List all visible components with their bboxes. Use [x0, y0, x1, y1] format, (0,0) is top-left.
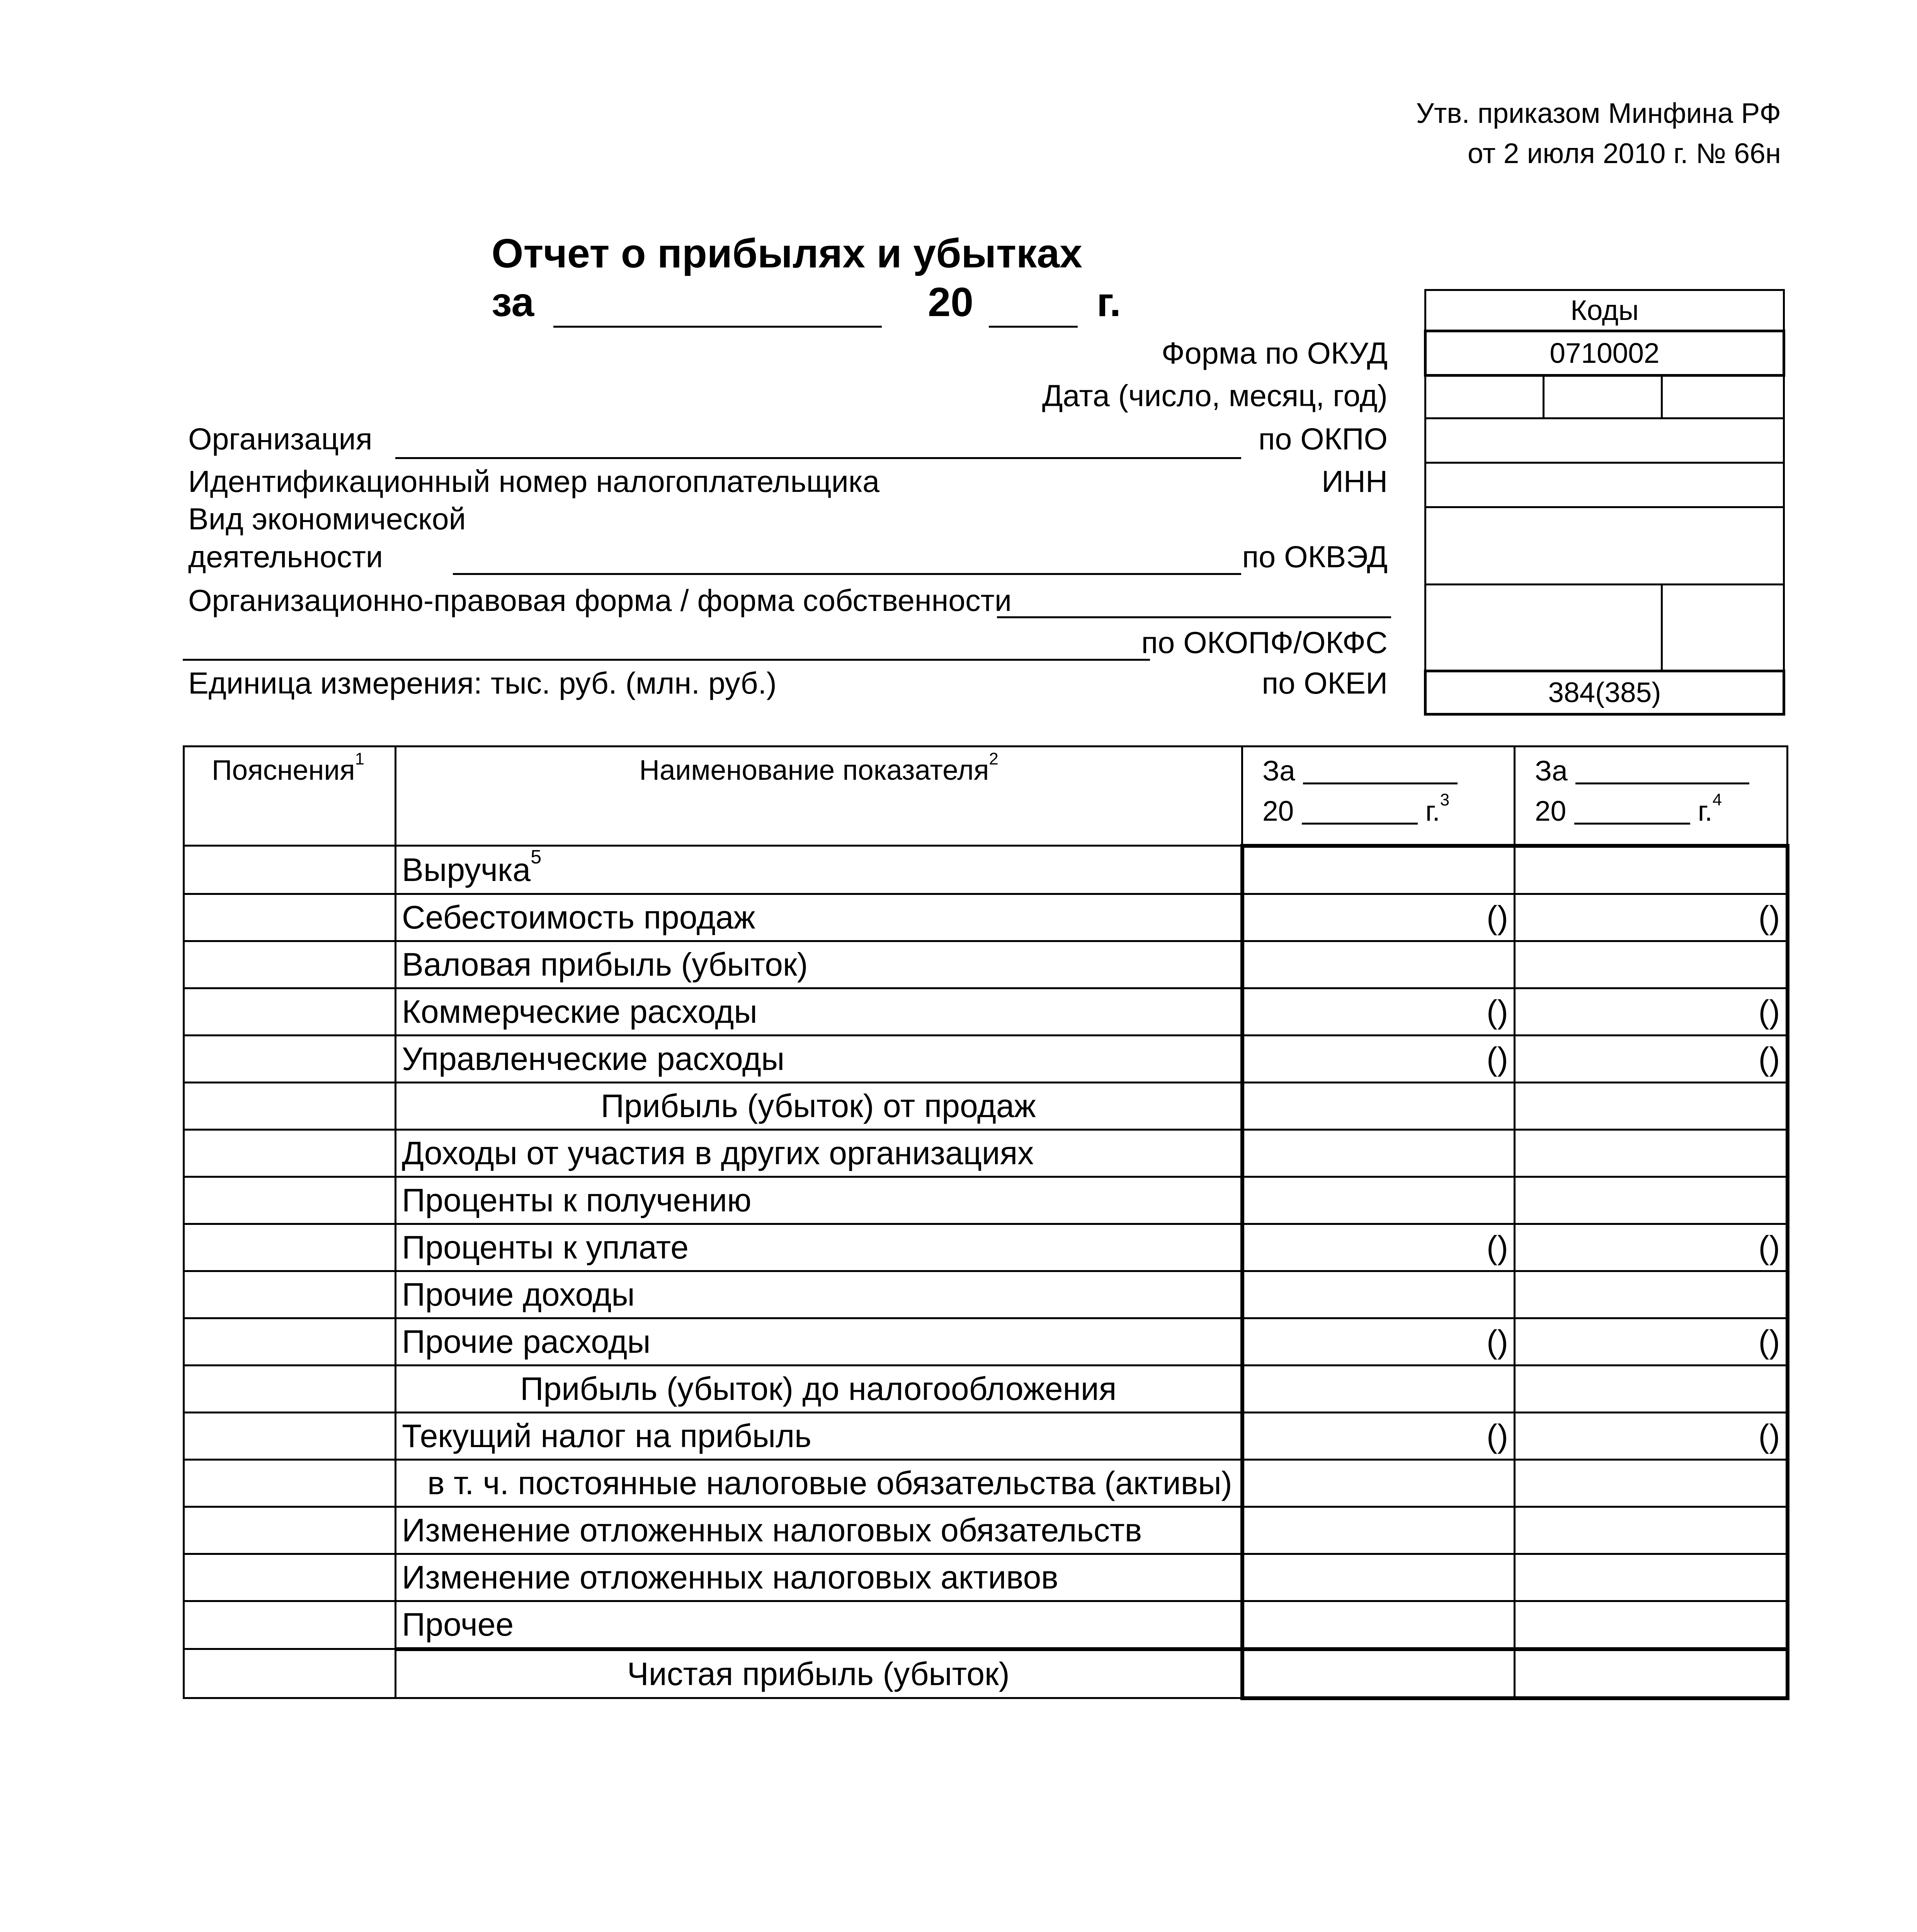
notes-cell[interactable]: [184, 1412, 396, 1459]
notes-cell[interactable]: [184, 1035, 396, 1082]
notes-cell[interactable]: [184, 894, 396, 941]
row-deferred-tax-liabilities: Изменение отложенных налоговых обязательств: [396, 1507, 1242, 1554]
row-net-profit: Чистая прибыль (убыток): [396, 1649, 1242, 1698]
okud-code: 0710002: [1425, 331, 1784, 376]
notes-cell[interactable]: [184, 1271, 396, 1318]
value-period-1[interactable]: [1242, 1082, 1515, 1129]
row-profit-before-tax: Прибыль (убыток) до налогообложения: [396, 1365, 1242, 1412]
table-row: [184, 894, 1788, 941]
notes-cell[interactable]: [184, 941, 396, 988]
okpo-label: по ОКПО: [1258, 422, 1388, 456]
date-day-cell[interactable]: [1425, 376, 1544, 418]
value-period-2[interactable]: [1515, 1554, 1788, 1601]
notes-cell[interactable]: [184, 1365, 396, 1412]
row-profit-from-sales: Прибыль (убыток) от продаж: [396, 1082, 1242, 1129]
table-row: [184, 988, 1788, 1035]
value-period-2[interactable]: [1515, 1129, 1788, 1177]
okopf-label: по ОКОПФ/ОКФС: [1141, 625, 1388, 660]
approval-line-2: от 2 июля 2010 г. № 66н: [1468, 138, 1781, 169]
table-row: [184, 1459, 1788, 1507]
value-period-1[interactable]: [1242, 1601, 1515, 1649]
date-label: Дата (число, месяц, год): [1042, 378, 1388, 413]
value-period-2[interactable]: [1515, 846, 1788, 894]
value-period-1[interactable]: [1242, 1507, 1515, 1554]
legal-form-field-line-1[interactable]: [997, 616, 1391, 618]
period-year-suffix: г.: [1096, 279, 1121, 325]
row-participation-income: Доходы от участия в других организациях: [396, 1129, 1242, 1177]
row-revenue: Выручка$^5$: [396, 846, 1242, 894]
table-row: [184, 846, 1788, 894]
value-period-1[interactable]: (): [1242, 1412, 1515, 1459]
table-row: [184, 941, 1788, 988]
value-period-1[interactable]: [1242, 941, 1515, 988]
value-period-2[interactable]: [1515, 1365, 1788, 1412]
row-other-income: Прочие доходы: [396, 1271, 1242, 1318]
value-period-2[interactable]: [1515, 1177, 1788, 1224]
value-period-1[interactable]: [1242, 846, 1515, 894]
value-period-1[interactable]: [1242, 1649, 1515, 1698]
notes-cell[interactable]: [184, 988, 396, 1035]
value-period-1[interactable]: [1242, 1177, 1515, 1224]
table-row: [184, 1271, 1788, 1318]
org-label: Организация: [188, 422, 373, 456]
value-period-2[interactable]: (): [1515, 1035, 1788, 1082]
okved-cell[interactable]: [1425, 507, 1784, 585]
value-period-2[interactable]: (): [1515, 1412, 1788, 1459]
row-gross-profit: Валовая прибыль (убыток): [396, 941, 1242, 988]
value-period-2[interactable]: [1515, 1459, 1788, 1507]
report-period: [492, 279, 1121, 328]
table-row: [184, 1649, 1788, 1698]
okei-label: по ОКЕИ: [1262, 666, 1388, 700]
table-row: [184, 1082, 1788, 1129]
okei-code: 384(385): [1425, 671, 1784, 714]
income-statement-table: [183, 745, 1789, 1700]
period-prefix: за: [492, 279, 534, 325]
value-period-1[interactable]: [1242, 1554, 1515, 1601]
value-period-2[interactable]: [1515, 941, 1788, 988]
table-row: [184, 1318, 1788, 1365]
unit-label: Единица измерения: тыс. руб. (млн. руб.): [188, 666, 777, 700]
value-period-2[interactable]: (): [1515, 894, 1788, 941]
okpo-cell[interactable]: [1425, 418, 1784, 463]
notes-cell[interactable]: [184, 1177, 396, 1224]
table-header-row: [184, 747, 1788, 846]
value-period-1[interactable]: (): [1242, 1035, 1515, 1082]
table-row: [184, 1554, 1788, 1601]
table-row: [184, 1365, 1788, 1412]
table-row: [184, 1129, 1788, 1177]
header-indicator-name: Наименование показателя$^2$: [396, 747, 1242, 846]
row-selling-expenses: Коммерческие расходы: [396, 988, 1242, 1035]
okved-label: по ОКВЭД: [1242, 539, 1388, 574]
codes-table: [1424, 289, 1785, 716]
org-field-line[interactable]: [395, 457, 1241, 459]
value-period-2[interactable]: (): [1515, 1318, 1788, 1365]
header-period-2: За 20 г.$^4$: [1515, 747, 1788, 846]
row-permanent-tax-liabilities: в т. ч. постоянные налоговые обязательства (активы): [396, 1459, 1242, 1507]
inn-label: ИНН: [1322, 464, 1388, 498]
table-row: [184, 1177, 1788, 1224]
notes-cell[interactable]: [184, 1507, 396, 1554]
notes-cell[interactable]: [184, 1554, 396, 1601]
row-deferred-tax-assets: Изменение отложенных налоговых активов: [396, 1554, 1242, 1601]
value-period-1[interactable]: (): [1242, 1318, 1515, 1365]
value-period-1[interactable]: (): [1242, 1224, 1515, 1271]
header-notes: Пояснения$^1$: [184, 747, 396, 846]
table-row: [184, 1412, 1788, 1459]
legal-form-field-line-2[interactable]: [183, 659, 1150, 661]
table-row: [184, 1507, 1788, 1554]
value-period-2[interactable]: [1515, 1649, 1788, 1698]
value-period-1[interactable]: [1242, 1271, 1515, 1318]
row-interest-payable: Проценты к уплате: [396, 1224, 1242, 1271]
row-cost-of-sales: Себестоимость продаж: [396, 894, 1242, 941]
notes-cell[interactable]: [184, 1459, 396, 1507]
period-year-prefix: 20: [928, 279, 974, 325]
notes-cell[interactable]: [184, 1129, 396, 1177]
table-row: [184, 1035, 1788, 1082]
value-period-1[interactable]: [1242, 1365, 1515, 1412]
value-period-2[interactable]: [1515, 1601, 1788, 1649]
notes-cell[interactable]: [184, 1601, 396, 1649]
notes-cell[interactable]: [184, 1224, 396, 1271]
period-blank[interactable]: [553, 279, 882, 328]
okopf-cell[interactable]: [1425, 585, 1662, 671]
activity-field-line[interactable]: [453, 573, 1241, 575]
value-period-2[interactable]: (): [1515, 988, 1788, 1035]
value-period-2[interactable]: [1515, 1507, 1788, 1554]
value-period-1[interactable]: [1242, 1129, 1515, 1177]
date-year-cell[interactable]: [1662, 376, 1784, 418]
notes-cell[interactable]: [184, 846, 396, 894]
table-row: [184, 1224, 1788, 1271]
report-title: Отчет о прибылях и убытках: [492, 231, 1082, 276]
period-year-blank[interactable]: [989, 279, 1078, 328]
notes-cell[interactable]: [184, 1318, 396, 1365]
legal-form-label: Организационно-правовая форма / форма собственности: [188, 583, 1012, 617]
activity-label-2: деятельности: [188, 539, 383, 574]
inn-text-label: Идентификационный номер налогоплательщика: [188, 464, 880, 498]
okud-label: Форма по ОКУД: [1161, 336, 1388, 370]
codes-header: Коды: [1425, 290, 1784, 331]
row-interest-receivable: Проценты к получению: [396, 1177, 1242, 1224]
row-other-expenses: Прочие расходы: [396, 1318, 1242, 1365]
table-row: [184, 1601, 1788, 1649]
row-admin-expenses: Управленческие расходы: [396, 1035, 1242, 1082]
approval-note: [1416, 94, 1781, 174]
approval-line-1: Утв. приказом Минфина РФ: [1416, 98, 1781, 129]
date-month-cell[interactable]: [1544, 376, 1662, 418]
notes-cell[interactable]: [184, 1082, 396, 1129]
inn-cell[interactable]: [1425, 463, 1784, 507]
row-other: Прочее: [396, 1601, 1242, 1649]
value-period-1[interactable]: (): [1242, 988, 1515, 1035]
value-period-2[interactable]: [1515, 1271, 1788, 1318]
value-period-2[interactable]: [1515, 1082, 1788, 1129]
value-period-1[interactable]: (): [1242, 894, 1515, 941]
activity-label-1: Вид экономической: [188, 502, 466, 536]
value-period-1[interactable]: [1242, 1459, 1515, 1507]
value-period-2[interactable]: (): [1515, 1224, 1788, 1271]
row-current-income-tax: Текущий налог на прибыль: [396, 1412, 1242, 1459]
okfs-cell[interactable]: [1662, 585, 1784, 671]
header-period-1: За 20 г.$^3$: [1242, 747, 1515, 846]
notes-cell[interactable]: [184, 1649, 396, 1698]
